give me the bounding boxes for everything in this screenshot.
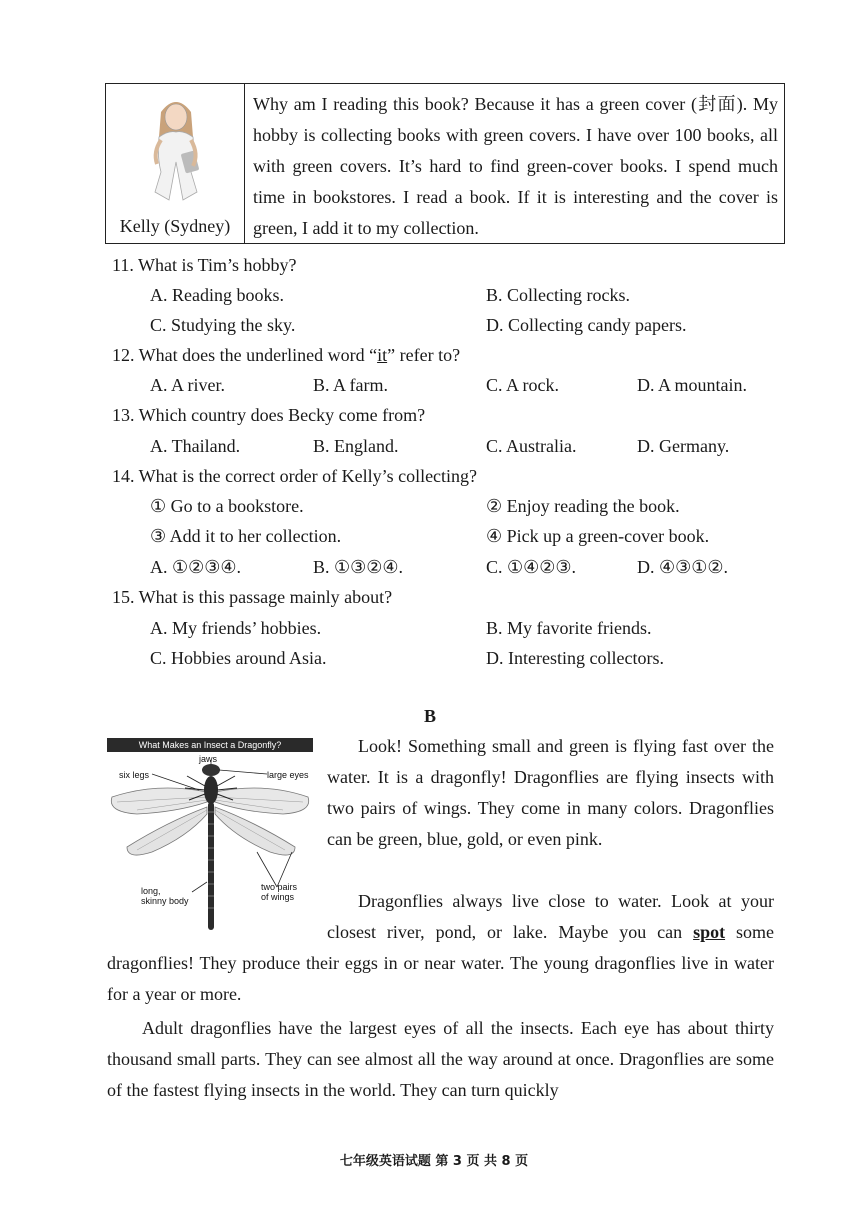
q11-option-c: C. Studying the sky. xyxy=(150,315,296,335)
question-15-stem: 15. What is this passage mainly about? xyxy=(112,587,393,607)
label-large-eyes: large eyes xyxy=(267,770,309,780)
q11-option-b: B. Collecting rocks. xyxy=(486,285,630,305)
q14-step-4: ④ Pick up a green-cover book. xyxy=(486,526,710,546)
q13-option-a: A. Thailand. xyxy=(150,436,241,456)
question-12-stem xyxy=(112,343,460,367)
q12-option-a: A. A river. xyxy=(150,375,225,395)
q15-option-d: D. Interesting collectors. xyxy=(486,648,664,668)
q14-option-d: D. ④③①②. xyxy=(637,557,729,577)
label-six-legs: six legs xyxy=(119,770,150,780)
q15-option-c: C. Hobbies around Asia. xyxy=(150,648,327,668)
q11-option-a: A. Reading books. xyxy=(150,285,284,305)
kelly-photo-cell xyxy=(106,84,245,243)
q14-option-c: C. ①④②③. xyxy=(486,557,577,577)
p2-before: Dragonflies always live close to water. Look at your closest river, pond, or lake. Maybe you can xyxy=(327,891,774,942)
kelly-description: Why am I reading this book? Because it has a green cover (封面). My hobby is collecting books with green covers. I have over 100 books, all with green covers. It’s hard to find green-cover books. I spend much time in bookstores. I read a book. If it is interesting and the cover is green, I add it to my collection. xyxy=(253,94,778,238)
q12-option-c: C. A rock. xyxy=(486,375,560,395)
q12-stem-before: 12. What does the underlined word “ xyxy=(112,345,378,365)
girl-photo-icon xyxy=(131,92,221,207)
q14-step-3: ③ Add it to her collection. xyxy=(150,526,342,546)
q15-option-a: A. My friends’ hobbies. xyxy=(150,618,322,638)
kelly-name-label: Kelly (Sydney) xyxy=(119,216,231,236)
passage-paragraph-2 xyxy=(107,886,774,1010)
q14-step-1: ① Go to a bookstore. xyxy=(150,496,304,516)
q15-option-b: B. My favorite friends. xyxy=(486,618,652,638)
q12-option-d: D. A mountain. xyxy=(637,375,748,395)
figure-title: What Makes an Insect a Dragonfly? xyxy=(107,738,313,752)
q12-option-b: B. A farm. xyxy=(313,375,388,395)
kelly-profile-box xyxy=(105,83,785,244)
p2-underlined-word: spot xyxy=(693,922,726,942)
q11-option-d: D. Collecting candy papers. xyxy=(486,315,687,335)
q14-option-a: A. ①②③④. xyxy=(150,557,242,577)
label-wings-line2: of wings xyxy=(261,892,295,902)
label-body-line2: skinny body xyxy=(141,896,189,906)
label-body-line1: long, xyxy=(141,886,161,896)
question-13-stem: 13. Which country does Becky come from? xyxy=(112,405,426,425)
passage-paragraph-1: Look! Something small and green is flying fast over the water. It is a dragonfly! Dragonflies are flying insects with two pairs of wings. They come in many colors. Dragonflies can be green, blue, gold, or even pink. xyxy=(327,736,774,849)
q12-underlined-word: it xyxy=(377,345,388,365)
q14-step-2: ② Enjoy reading the book. xyxy=(486,496,680,516)
label-wings-line1: two pairs xyxy=(261,882,298,892)
q13-option-c: C. Australia. xyxy=(486,436,577,456)
page-footer: 七年级英语试题 第 3 页 共 8 页 xyxy=(339,1154,529,1169)
question-11-stem: 11. What is Tim’s hobby? xyxy=(112,255,297,275)
passage-paragraph-3: Adult dragonflies have the largest eyes of all the insects. Each eye has about thirty thousand small parts. They can see almost all the way around at once. Dragonflies are some of the fastest flying insects in the world. They can turn quickly xyxy=(107,1018,774,1100)
q14-option-b: B. ①③②④. xyxy=(313,557,404,577)
q13-option-d: D. Germany. xyxy=(637,436,730,456)
question-14-stem: 14. What is the correct order of Kelly’s collecting? xyxy=(112,466,478,486)
section-b-heading: B xyxy=(424,706,437,726)
p2-after: some dragonflies! They produce their eggs in or near water. The young dragonflies live in water for a year or more. xyxy=(107,922,774,1004)
q12-stem-after: ” refer to? xyxy=(387,345,461,365)
q13-option-b: B. England. xyxy=(313,436,399,456)
label-jaws: jaws xyxy=(199,754,218,764)
